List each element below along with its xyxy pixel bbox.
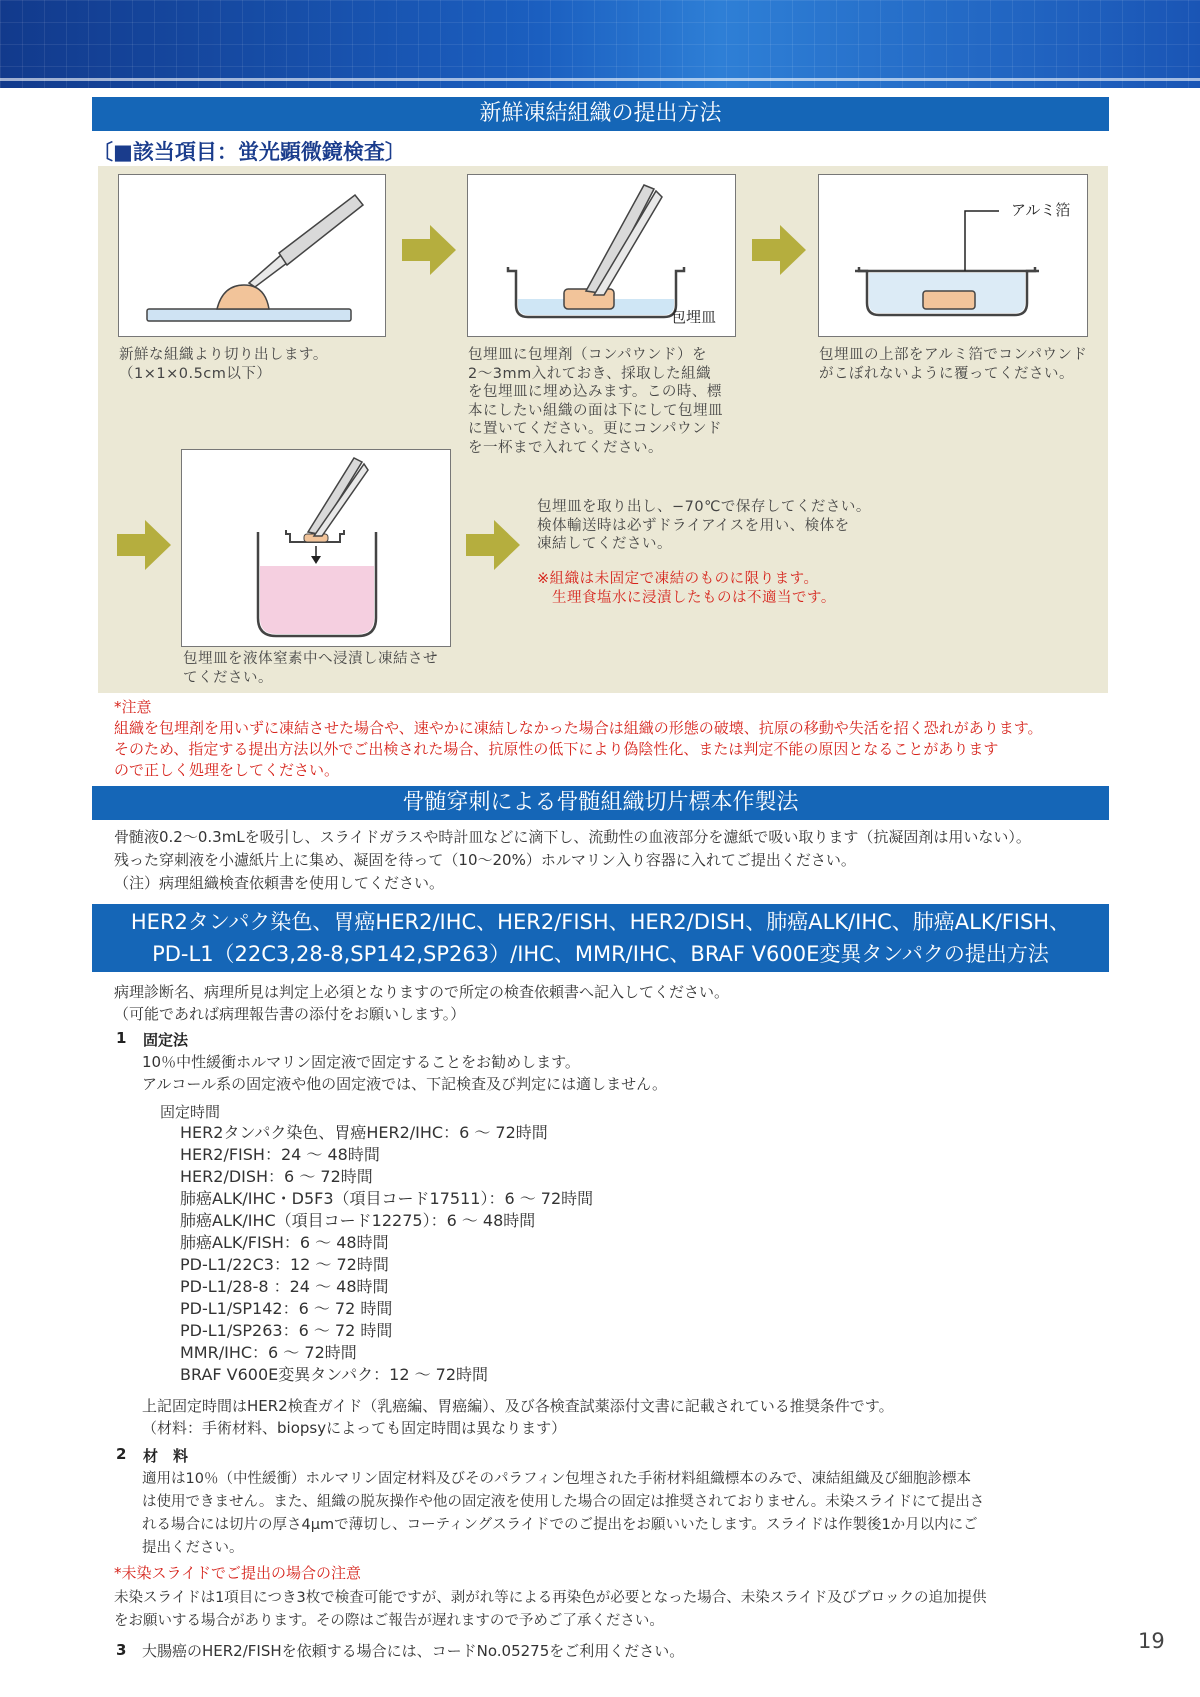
fix-time-notes: 上記固定時間はHER2検査ガイド（乳癌編、胃癌編）、及び各検査試薬添付文書に記載されている推奨条件です。 （材料：手術材料、biopsyによっても固定時間は異なります） [142,1397,894,1437]
section-title-bone-marrow: 骨髄穿刺による骨髄組織切片標本作製法 [92,786,1109,820]
list-item: BRAF V600E変異タンパク：12 ～ 72時間 [180,1365,489,1384]
step1-illustration [118,174,386,337]
list-item: PD-L1/22C3：12 ～ 72時間 [180,1255,389,1274]
fix-time-title: 固定時間 [160,1103,221,1121]
item1-label: 固定法 [143,1031,189,1049]
arrow-right-icon [752,225,806,279]
arrow-right-icon [402,225,456,279]
list-item: HER2/DISH：6 ～ 72時間 [180,1167,373,1186]
her2-intro: 病理診断名、病理所見は判定上必須となりますので所定の検査依頼書へ記入してください。 （可能であれば病理報告書の添付をお願いします。） [114,983,730,1023]
aluminum-foil-label: アルミ箔 [1011,201,1071,219]
step5-note: ※組織は未固定で凍結のものに限ります。 生理食塩水に浸漬したものは不適当です。 [537,571,836,606]
list-item: HER2タンパク染色、胃癌HER2/IHC：6 ～ 72時間 [180,1123,548,1142]
item2-number: 2 [116,1445,127,1463]
caution-note: *注意 組織を包埋剤を用いずに凍結させた場合や、速やかに凍結しなかった場合は組織の形態の破壊、抗原の移動や失活を招く恐れがあります。 そのため、指定する提出方法以外でご出検された場合、抗原性の低下により偽陰性化、または判定不能の原因となることがあります ので正しく処理をしてください。 [114,698,1043,779]
item1-text: 10％中性緩衝ホルマリン固定液で固定することをお勧めします。 アルコール系の固定液や他の固定液では、下記検査及び判定には適しません。 [142,1053,668,1093]
list-item: PD-L1/SP263：6 ～ 72 時間 [180,1321,393,1340]
header-banner [0,0,1200,88]
item3-number: 3 [116,1641,127,1659]
list-item: PD-L1/28-8 ：24 ～ 48時間 [180,1277,389,1296]
step2-caption: 包埋皿に包埋剤（コンパウンド）を 2～3mm入れておき、採取した組織 を包埋皿に埋め込みます。この時、標 本にしたい組織の面は下にして包埋皿 に置いてください。更にコンパウンド を一杯まで入れてください。 [468,347,723,456]
step2-illustration [467,174,736,337]
step4-illustration [181,449,451,647]
arrow-right-icon [466,520,520,574]
item3-text: 大腸癌のHER2/FISHを依頼する場合には、コードNo.05275をご利用ください。 [142,1642,685,1660]
item2-label: 材 料 [143,1447,189,1465]
section-title-frozen-tissue: 新鮮凍結組織の提出方法 [92,97,1109,131]
step1-caption: 新鮮な組織より切り出します。 （1×1×0.5cm以下） [119,347,328,382]
bone-marrow-instructions: 骨髄液0.2～0.3mLを吸引し、スライドガラスや時計皿などに滴下し、流動性の血液部分を濾紙で吸い取ります（抗凝固剤は用いない）。 残った穿刺液を小濾紙片上に集め、凝固を待って（10～20%）ホルマリン入り容器に入れてご提出ください。 （注）病理組織検査依頼書を使用してください。 [114,828,1031,892]
list-item: MMR/IHC：6 ～ 72時間 [180,1343,357,1362]
list-item: 肺癌ALK/IHC・D5F3（項目コード17511）：6 ～ 72時間 [180,1189,594,1208]
unstained-slide-caution: 未染スライドは1項目につき3枚で検査可能ですが、剥がれ等による再染色が必要となった場合、未染スライド及びブロックの追加提供 をお願いする場合があります。その際はご報告が遅れますので予めご了承ください。 [114,1590,987,1629]
item1-number: 1 [116,1029,127,1047]
list-item: 肺癌ALK/IHC（項目コード12275）：6 ～ 48時間 [180,1211,536,1230]
list-item: 肺癌ALK/FISH：6 ～ 48時間 [180,1233,389,1252]
page-number: 19 [1138,1629,1165,1653]
unstained-slide-caution-title: *未染スライドでご提出の場合の注意 [114,1564,362,1582]
step3-illustration [818,174,1088,337]
item2-text: 適用は10％（中性緩衝）ホルマリン固定材料及びそのパラフィン包埋された手術材料組織標本のみで、凍結組織及び細胞診標本 は使用できません。また、組織の脱灰操作や他の固定液を使用した場合の固定は推奨されておりません。未染スライドにて提出さ れる場合には切片の厚さ4μmで薄切し、コーティングスライドでのご提出をお願いいたします。スライドは作製後1か月以内にご 提出ください。 [142,1471,985,1556]
embedding-dish-label: 包埋皿 [671,308,717,326]
list-item: HER2/FISH：24 ～ 48時間 [180,1145,380,1164]
step4-caption: 包埋皿を液体窒素中へ浸漬し凍結させ てください。 [183,651,438,686]
applicable-item-heading: 〔■該当項目：蛍光顕微鏡検査〕 [92,140,406,164]
list-item: PD-L1/SP142：6 ～ 72 時間 [180,1299,393,1318]
fix-time-list [180,1122,593,1386]
step3-caption: 包埋皿の上部をアルミ箔でコンパウンド がこぼれないように覆ってください。 [819,347,1088,382]
step5-caption: 包埋皿を取り出し、−70℃で保存してください。 検体輸送時は必ずドライアイスを用い、検体を 凍結してください。 [537,499,871,552]
arrow-right-icon [117,520,171,574]
section-title-her2: HER2タンパク染色、胃癌HER2/IHC、HER2/FISH、HER2/DISH、肺癌ALK/IHC、肺癌ALK/FISH、 PD-L1（22C3,28-8,SP142,SP263）/IHC、MMR/IHC、BRAF V600E変異タンパクの提出方法 [92,904,1109,972]
